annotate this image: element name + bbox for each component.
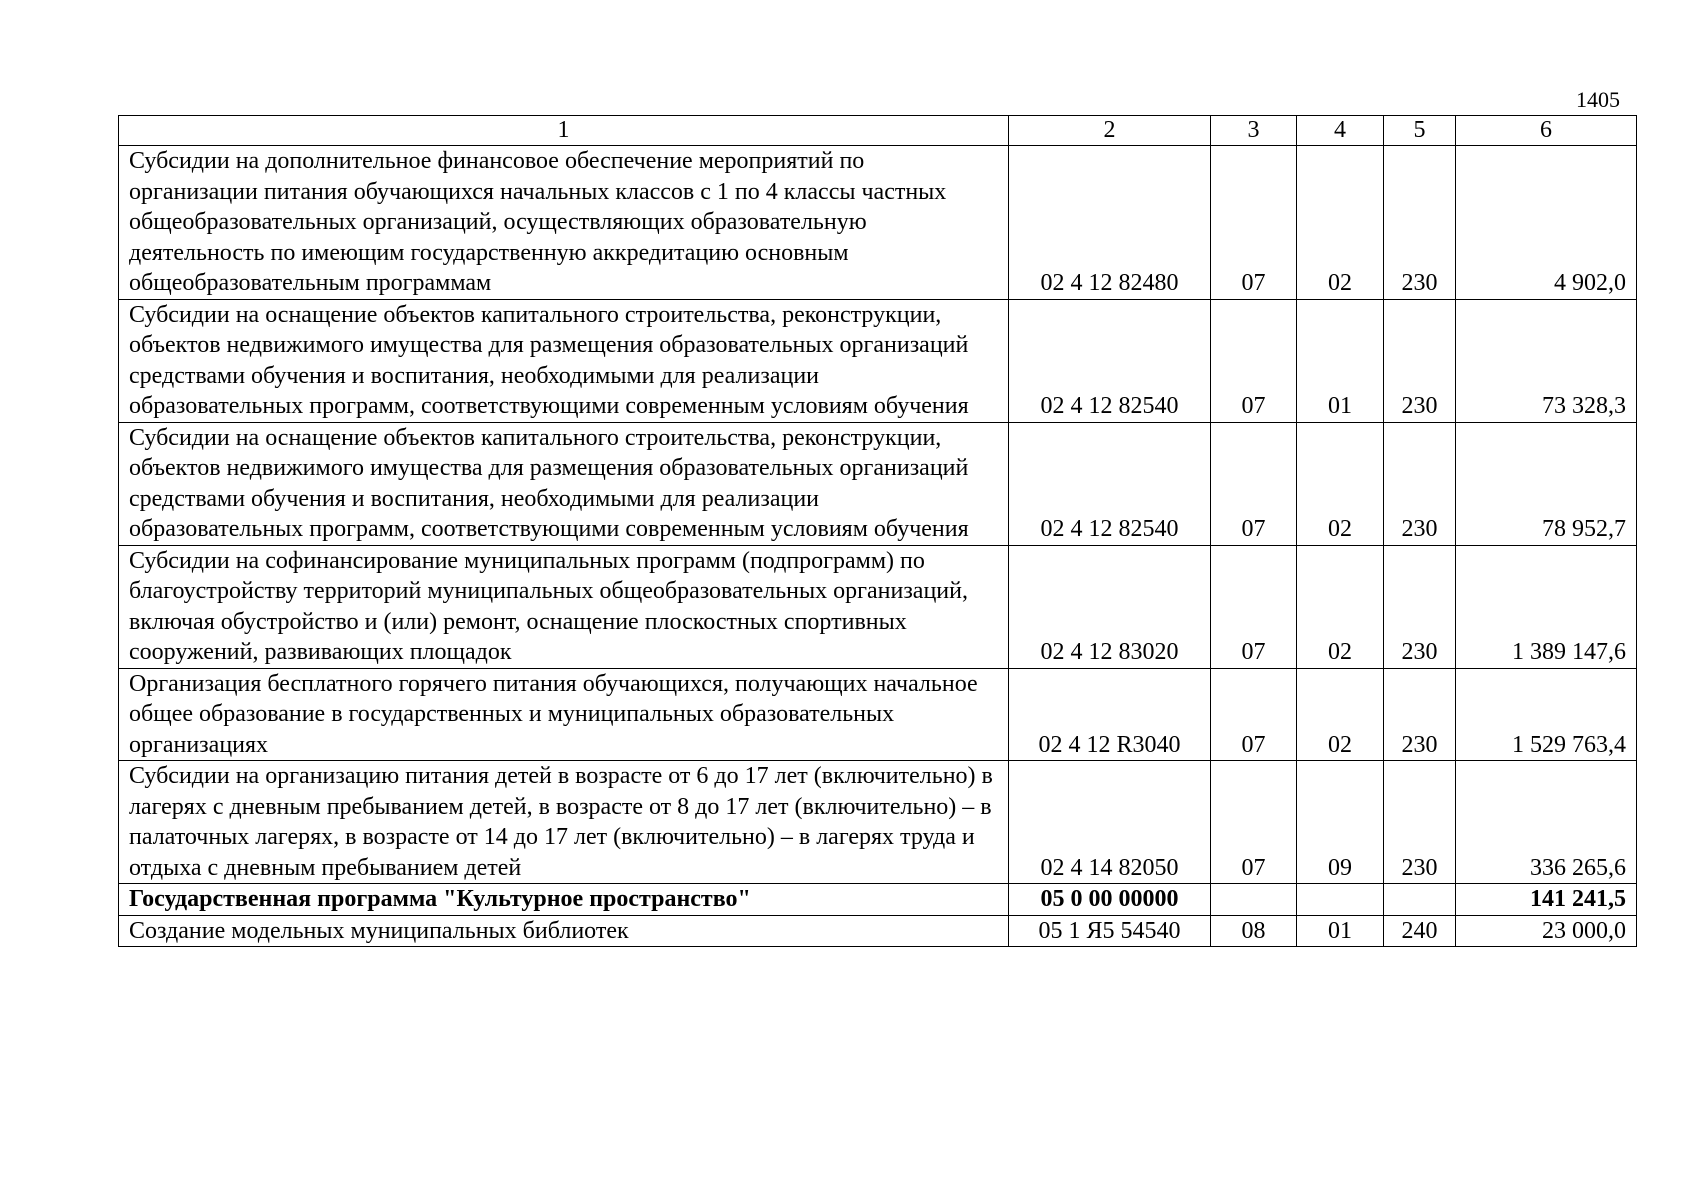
row-name: Субсидии на организацию питания детей в возрасте от 6 до 17 лет (включительно) в лагерях с дневным пребыванием детей, в возрасте от 8 до 17 лет (включительно) – в палаточных лагерях, в возрасте от 14 до 17 лет (включительно) – в лагерях труда и отдыха с дневным пребыванием детей: [119, 761, 1009, 884]
row-amount: 1 529 763,4: [1456, 668, 1637, 761]
row-section: 07: [1211, 668, 1297, 761]
table-row: [119, 146, 1637, 300]
row-type: 230: [1384, 299, 1456, 422]
row-amount: 1 389 147,6: [1456, 545, 1637, 668]
row-section: 07: [1211, 761, 1297, 884]
row-code: 05 1 Я5 54540: [1009, 915, 1211, 947]
header-row: [119, 116, 1637, 146]
row-subsection: 01: [1297, 915, 1384, 947]
header-cell-6: 6: [1456, 116, 1637, 146]
row-name: Субсидии на софинансирование муниципальных программ (подпрограмм) по благоустройству территорий муниципальных общеобразовательных организаций, включая обустройство и (или) ремонт, оснащение плоскостных спортивных сооружений, развивающих площадок: [119, 545, 1009, 668]
header-cell-5: 5: [1384, 116, 1456, 146]
row-amount: 141 241,5: [1456, 884, 1637, 916]
table-row: [119, 545, 1637, 668]
row-section: 07: [1211, 422, 1297, 545]
row-name: Организация бесплатного горячего питания обучающихся, получающих начальное общее образование в государственных и муниципальных образовательных организациях: [119, 668, 1009, 761]
row-type: 240: [1384, 915, 1456, 947]
row-code: 02 4 12 83020: [1009, 545, 1211, 668]
row-section: 07: [1211, 545, 1297, 668]
row-name: Субсидии на оснащение объектов капитального строительства, реконструкции, объектов недвижимого имущества для размещения образовательных организаций средствами обучения и воспитания, необходимыми для реализации образовательных программ, соответствующими современным условиям обучения: [119, 299, 1009, 422]
budget-table-body: [119, 116, 1637, 947]
table-row: [119, 422, 1637, 545]
row-name: Государственная программа "Культурное пространство": [119, 884, 1009, 916]
program-total-row: [119, 884, 1637, 916]
row-section: 07: [1211, 146, 1297, 300]
row-subsection: 02: [1297, 668, 1384, 761]
table-row: [119, 299, 1637, 422]
row-code: 02 4 12 R3040: [1009, 668, 1211, 761]
table-row: [119, 915, 1637, 947]
row-type: 230: [1384, 761, 1456, 884]
row-code: 02 4 14 82050: [1009, 761, 1211, 884]
row-amount: 4 902,0: [1456, 146, 1637, 300]
row-type: 230: [1384, 545, 1456, 668]
page-number: 1405: [1576, 87, 1620, 112]
row-amount: 78 952,7: [1456, 422, 1637, 545]
header-cell-4: 4: [1297, 116, 1384, 146]
row-subsection: 09: [1297, 761, 1384, 884]
row-code: 05 0 00 00000: [1009, 884, 1211, 916]
row-subsection: 02: [1297, 545, 1384, 668]
row-name: Создание модельных муниципальных библиотек: [119, 915, 1009, 947]
row-section: [1211, 884, 1297, 916]
row-subsection: 01: [1297, 299, 1384, 422]
row-type: 230: [1384, 146, 1456, 300]
header-cell-3: 3: [1211, 116, 1297, 146]
table-row: [119, 761, 1637, 884]
row-section: 07: [1211, 299, 1297, 422]
row-code: 02 4 12 82540: [1009, 299, 1211, 422]
row-type: 230: [1384, 422, 1456, 545]
row-type: 230: [1384, 668, 1456, 761]
row-code: 02 4 12 82480: [1009, 146, 1211, 300]
row-subsection: 02: [1297, 146, 1384, 300]
table-row: [119, 668, 1637, 761]
row-section: 08: [1211, 915, 1297, 947]
budget-table: [118, 115, 1637, 947]
row-subsection: [1297, 884, 1384, 916]
row-amount: 23 000,0: [1456, 915, 1637, 947]
row-code: 02 4 12 82540: [1009, 422, 1211, 545]
row-subsection: 02: [1297, 422, 1384, 545]
row-type: [1384, 884, 1456, 916]
header-cell-2: 2: [1009, 116, 1211, 146]
row-amount: 336 265,6: [1456, 761, 1637, 884]
row-amount: 73 328,3: [1456, 299, 1637, 422]
row-name: Субсидии на дополнительное финансовое обеспечение мероприятий по организации питания обучающихся начальных классов с 1 по 4 классы частных общеобразовательных организаций, осуществляющих образовательную деятельность по имеющим государственную аккредитацию основным общеобразовательным программам: [119, 146, 1009, 300]
header-cell-1: 1: [119, 116, 1009, 146]
row-name: Субсидии на оснащение объектов капитального строительства, реконструкции, объектов недвижимого имущества для размещения образовательных организаций средствами обучения и воспитания, необходимыми для реализации образовательных программ, соответствующими современным условиям обучения: [119, 422, 1009, 545]
